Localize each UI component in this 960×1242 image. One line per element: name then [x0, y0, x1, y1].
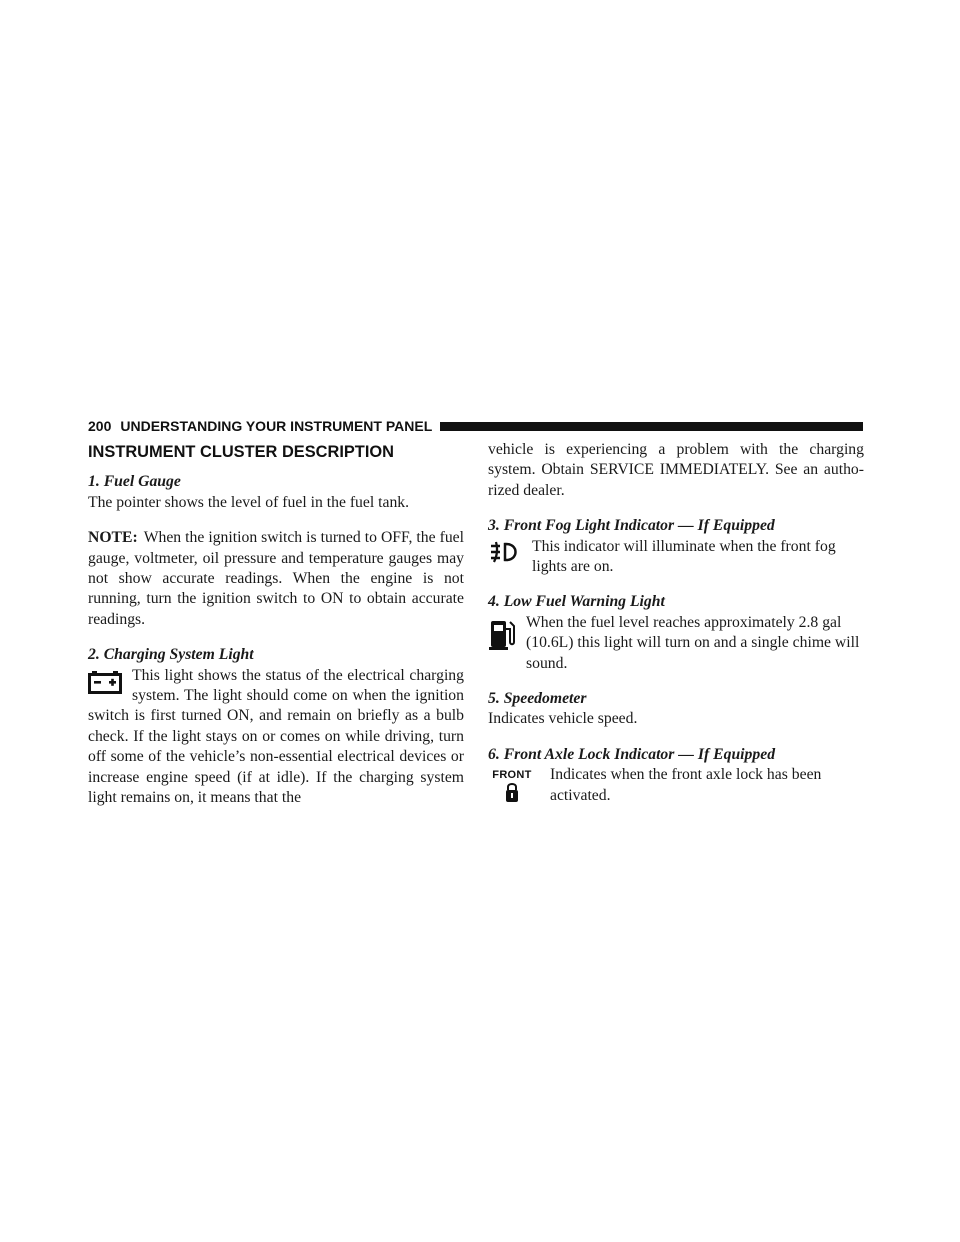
- section-title: INSTRUMENT CLUSTER DESCRIPTION: [88, 443, 394, 461]
- right-column: [488, 440, 864, 821]
- front-icon-label: FRONT: [492, 769, 532, 782]
- fuel-gauge-text: The pointer shows the level of fuel in the fuel tank.: [88, 493, 410, 511]
- low-fuel-heading: 4. Low Fuel Warning Light: [488, 593, 665, 611]
- charging-item: [88, 645, 464, 808]
- fog-light-heading: 3. Front Fog Light Indicator — If Equipped: [488, 517, 775, 535]
- running-title: UNDERSTANDING YOUR INSTRUMENT PANEL: [120, 418, 433, 434]
- fog-light-text: This indicator will illuminate when the front fog lights are on.: [532, 537, 836, 576]
- low-fuel-item: [488, 592, 864, 674]
- note-item: [88, 528, 464, 630]
- front-fog-light-icon: [488, 541, 522, 569]
- low-fuel-text: When the fuel level reaches approximately 2.8 gal (10.6L) this light will turn on and a single chime will sound.: [526, 613, 860, 672]
- note-text: When the ignition switch is turned to OFF, the fuel gauge, voltmeter, oil pressure and temperature gauges may not show accurate readings. When the engine is not running, turn the ignition switch to ON to obtain accurate readings.: [88, 529, 464, 628]
- fog-light-item: [488, 516, 864, 577]
- charging-continued-text: vehicle is experiencing a problem with the charging system. Obtain SERVICE IMMEDIATELY. See an authorized dealer.: [488, 441, 864, 499]
- axle-lock-item: [488, 745, 864, 806]
- battery-icon: [88, 670, 122, 700]
- charging-text: This light shows the status of the electrical charging system. The light should come on when the ignition switch is first turned ON, and remain on briefly as a bulb check. If the light stays on or comes on while driving, turn off some of the vehicle’s non-essential electrical devices or increase engine speed (if at idle). If the charging system light remains on, it means that the: [88, 666, 464, 807]
- charging-heading: [88, 645, 464, 665]
- speedometer-heading: 5. Speedometer: [488, 690, 587, 708]
- axle-lock-text: Indicates when the front axle lock has been activated.: [550, 766, 822, 804]
- fuel-pump-icon: [488, 617, 516, 657]
- speedometer-text: Indicates vehicle speed.: [488, 710, 638, 728]
- fuel-gauge-heading: 1. Fuel Gauge: [88, 473, 181, 491]
- speedometer-item: [488, 689, 864, 730]
- page-number: 200: [88, 418, 112, 434]
- fuel-gauge-item: [88, 472, 464, 513]
- left-column: [88, 440, 464, 824]
- charging-heading-number: 2.: [88, 646, 100, 664]
- note-label: NOTE:: [88, 529, 138, 547]
- charging-heading-text: Charging System Light: [103, 646, 254, 664]
- front-axle-lock-icon: [488, 769, 536, 809]
- page-header: [88, 416, 863, 436]
- axle-lock-heading: 6. Front Axle Lock Indicator — If Equipped: [488, 745, 776, 763]
- header-rule: [440, 422, 863, 431]
